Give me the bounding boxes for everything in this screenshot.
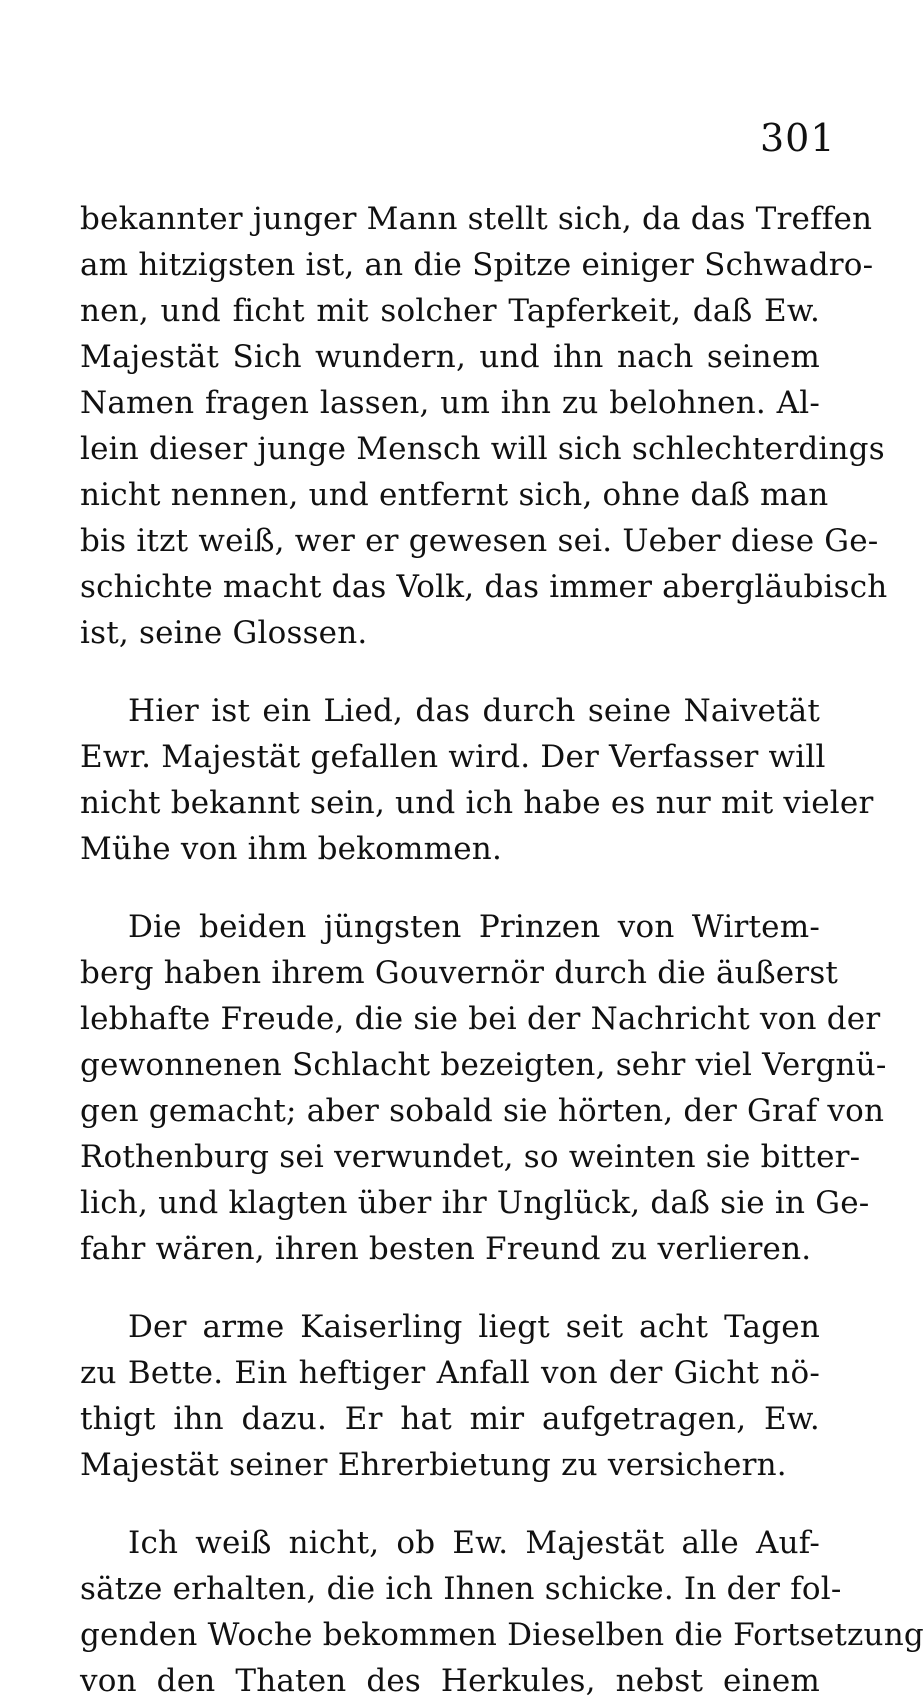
text-line: ist, seine Glossen. (80, 615, 368, 651)
text-line: Mühe von ihm bekommen. (80, 831, 502, 867)
text-line: nen, und ficht mit solcher Tapferkeit, daß Ew. (80, 293, 820, 329)
text-line: genden Woche bekommen Dieselben die Fortsetzung (80, 1617, 924, 1653)
text-line: Ewr. Majestät gefallen wird. Der Verfasser will (80, 739, 826, 775)
body-text (80, 196, 924, 1704)
text-line: gen gemacht; aber sobald sie hörten, der Graf von (80, 1093, 885, 1129)
text-line: Die beiden jüngsten Prinzen von Wirtem- (128, 909, 820, 945)
text-line: Hier ist ein Lied, das durch seine Naivetät (128, 693, 820, 729)
paragraph (80, 1520, 924, 1704)
paragraph (80, 688, 874, 872)
text-line: zu Bette. Ein heftiger Anfall von der Gicht nö- (80, 1355, 820, 1391)
text-line: am hitzigsten ist, an die Spitze einiger Schwadro- (80, 247, 874, 283)
text-line: Majestät seiner Ehrerbietung zu versichern. (80, 1447, 787, 1483)
text-line: lein dieser junge Mensch will sich schlechterdings (80, 431, 885, 467)
page-number: 301 (760, 116, 836, 160)
text-line: Rothenburg sei verwundet, so weinten sie bitter- (80, 1139, 861, 1175)
text-line: schichte macht das Volk, das immer abergläubisch (80, 569, 888, 605)
text-line: Namen fragen lassen, um ihn zu belohnen. Al- (80, 385, 820, 421)
text-line: von den Thaten des Herkules, nebst einem (80, 1663, 820, 1699)
text-line: lebhafte Freude, die sie bei der Nachricht von der (80, 1001, 881, 1037)
text-line: sätze erhalten, die ich Ihnen schicke. In der fol- (80, 1571, 842, 1607)
text-line: gewonnenen Schlacht bezeigten, sehr viel Vergnü- (80, 1047, 887, 1083)
paragraph (80, 1304, 820, 1488)
text-line: bekannter junger Mann stellt sich, da das Treffen (80, 201, 873, 237)
text-line: Der arme Kaiserling liegt seit acht Tagen (128, 1309, 820, 1345)
text-line: Ich weiß nicht, ob Ew. Majestät alle Auf- (128, 1525, 820, 1561)
text-line: lich, und klagten über ihr Unglück, daß sie in Ge- (80, 1185, 870, 1221)
text-line: Majestät Sich wundern, und ihn nach seinem (80, 339, 820, 375)
text-line: bis itzt weiß, wer er gewesen sei. Ueber diese Ge- (80, 523, 879, 559)
paragraph (80, 196, 888, 656)
text-line: nicht bekannt sein, und ich habe es nur mit vieler (80, 785, 874, 821)
text-line: thigt ihn dazu. Er hat mir aufgetragen, Ew. (80, 1401, 820, 1437)
paragraph (80, 904, 887, 1272)
text-line: berg haben ihrem Gouvernör durch die äußerst (80, 955, 839, 991)
text-line: nicht nennen, und entfernt sich, ohne daß man (80, 477, 829, 513)
text-line: fahr wären, ihren besten Freund zu verlieren. (80, 1231, 812, 1267)
